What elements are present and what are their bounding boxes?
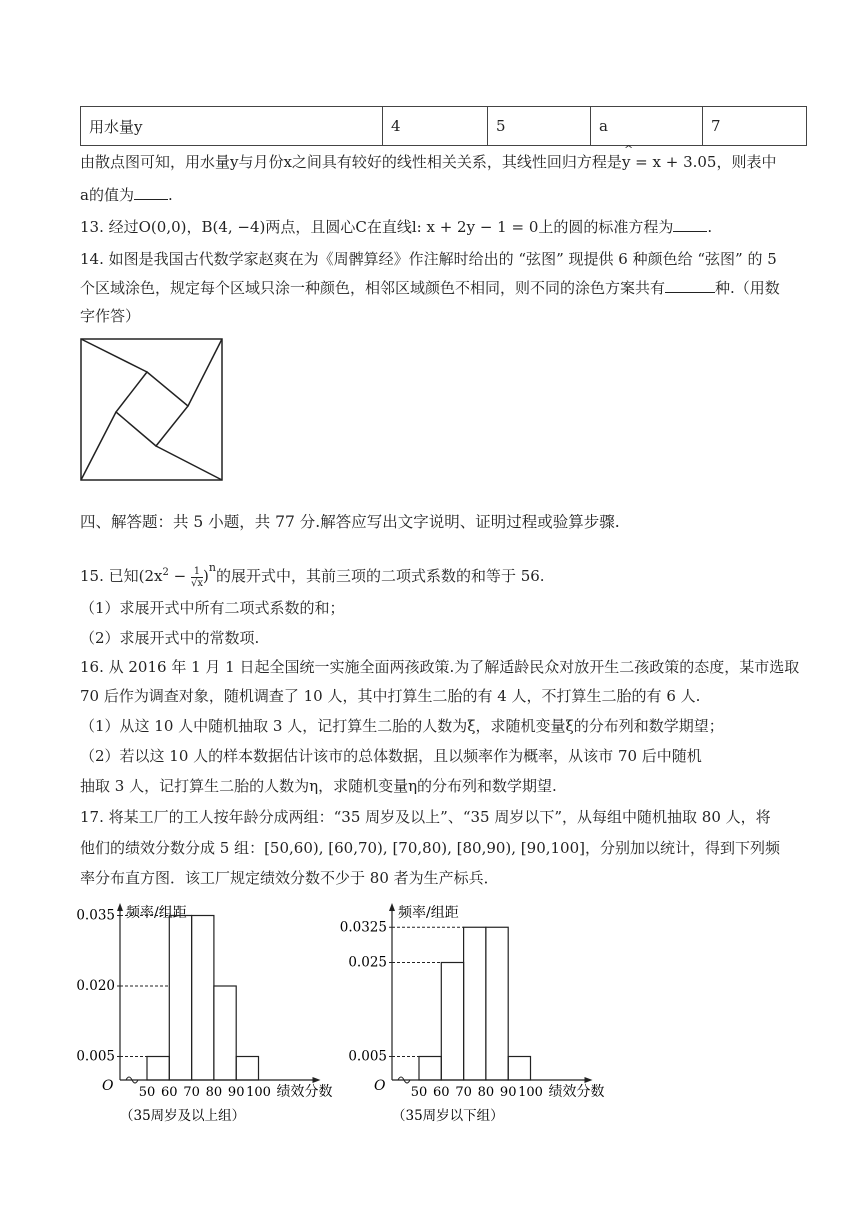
y-tick-label: 0.0325 [339,919,387,936]
y-axis-arrow [389,903,395,911]
histogram-bar [147,1057,169,1081]
paren-close: ) [202,567,209,585]
origin-label: O [102,1078,114,1094]
diagram-line [156,446,222,480]
q17-line1: 17. 将某工厂的工人按年龄分成两组：“35 周岁及以上”、“35 周岁以下”，从每组中随机抽取 80 人，将 [80,808,771,826]
q12-line1 [80,143,777,172]
chart-caption: （35周岁及以上组） [120,1108,246,1124]
exponent-2: 2 [162,567,169,578]
y-axis-arrow [117,903,123,911]
inner-square [116,372,188,446]
y-axis-label: 频率/组距 [126,905,187,921]
water-usage-table [80,106,807,146]
x-axis-arrow [585,1077,593,1083]
q15-text: 的展开式中，其前三项的二项式系数的和等于 56. [215,567,545,585]
y-tick-label: 0.035 [76,907,115,924]
table-cell: 7 [703,107,807,146]
histogram-bar [236,1057,258,1081]
x-tick-label: 50 [410,1085,428,1100]
y-tick-label: 0.020 [76,978,115,994]
table-header-cell: 用水量y [81,107,383,146]
q14-line3: 字作答） [80,307,141,325]
histogram-age-35-and-above [72,895,362,1130]
x-tick-label: 50 [138,1085,156,1100]
chart-caption: （35周岁以下组） [392,1108,504,1124]
table-cell: a [591,107,703,146]
table-cell: 4 [383,107,488,146]
q14-text: 个区域涂色，规定每个区域只涂一种颜色，相邻区域颜色不相同，则不同的涂色方案共有 [80,279,666,297]
y-tick-label: 0.005 [348,1048,387,1065]
histogram-bar [486,927,508,1080]
q15 [80,560,545,589]
x-tick-label: 80 [477,1085,495,1100]
period: . [167,186,173,204]
table-cell: 5 [488,107,591,146]
origin-label: O [374,1078,386,1094]
histogram-bar [464,927,486,1080]
binomial-expression [138,561,216,589]
y-tick-label: 0.025 [348,954,387,971]
fraction-numerator: 1 [191,566,203,578]
table-row [81,107,807,146]
q17-line2: 他们的绩效分数分成 5 组：[50,60), [60,70), [70,80), [80,90), [90,100]，分别加以统计，得到下列频 [80,839,781,857]
diagram-line [81,412,116,480]
fraction-denominator: √x [190,577,203,589]
histogram-bar [419,1057,441,1081]
q12-question: a的值为 [80,186,134,204]
q12-text: 由散点图可知，用水量y与月份x之间具有较好的线性相关关系，其线性回归方程是 [80,153,622,171]
x-tick-label: 100 [518,1085,543,1100]
x-tick-label: 60 [161,1085,178,1100]
diagram-line [81,339,147,372]
q17-line3: 率分布直方图．该工厂规定绩效分数不少于 80 者为生产标兵． [80,869,499,887]
regression-formula [621,143,717,172]
q16-part2b: 抽取 3 人，记打算生二胎的人数为η，求随机变量η的分布列和数学期望. [80,777,557,795]
q15-prefix: 15. 已知 [80,567,139,585]
histogram-bar [214,986,236,1080]
expr-base: (2x [138,567,163,585]
q15-part1: （1）求展开式中所有二项式系数的和； [80,599,345,617]
q12-line2 [80,185,173,205]
histogram-bar [169,916,191,1081]
answer-blank [665,278,715,293]
histogram-bar [508,1057,530,1081]
x-tick-label: 100 [246,1085,271,1100]
q16-line2: 70 后作为调查对象，随机调查了 10 人，其中打算生二胎的有 4 人，不打算生二胎的有 6 人. [80,687,701,705]
q12-text-post: ，则表中 [716,153,777,171]
q14-line2 [80,278,780,298]
q14-text-post: 种.（用数 [715,279,780,297]
x-tick-label: 60 [433,1085,450,1100]
outer-square [81,339,222,480]
q13-text: 13. 经过O(0,0)，B(4, −4)两点，且圆心C在直线l: x + 2y − 1 = 0上的圆的标准方程为 [80,218,674,236]
x-axis-label: 绩效分数 [276,1084,333,1100]
minus: − [168,567,191,585]
x-tick-label: 90 [227,1085,245,1100]
q14-line1: 14. 如图是我国古代数学家赵爽在为《周髀算经》作注解时给出的 “弦图” 现提供 6 种颜色给 “弦图” 的 5 [80,250,777,268]
x-tick-label: 70 [183,1085,200,1100]
section-4-heading: 四、解答题：共 5 小题，共 77 分.解答应写出文字说明、证明过程或验算步骤. [80,513,620,531]
y-tick-label: 0.005 [76,1048,115,1065]
x-axis-arrow [313,1077,321,1083]
formula-text: y = x + 3.05 [621,153,717,171]
q16-part1: （1）从这 10 人中随机抽取 3 人，记打算生二胎的人数为ξ，求随机变量ξ的分布列和数学期望； [80,717,724,735]
histogram-bar [441,963,463,1081]
q15-part2: （2）求展开式中的常数项. [80,629,260,647]
diagram-line [188,339,222,406]
xian-diagram [80,338,224,482]
y-axis-label: 频率/组距 [398,905,459,921]
q16-part2a: （2）若以这 10 人的样本数据估计该市的总体数据，且以频率作为概率，从该市 70 后中随机 [80,747,702,765]
x-axis-label: 绩效分数 [548,1084,605,1100]
exponent-n: n [208,561,216,574]
q16-line1: 16. 从 2016 年 1 月 1 日起全国统一实施全面两孩政策.为了解适龄民众对放开生二孩政策的态度，某市选取 [80,658,800,676]
histogram-age-below-35 [335,895,635,1130]
fraction [191,566,203,589]
q13 [80,217,712,237]
x-tick-label: 70 [455,1085,472,1100]
hat-symbol: ^ [623,143,634,156]
answer-blank [673,217,707,232]
histogram-bar [192,916,214,1081]
x-tick-label: 80 [205,1085,223,1100]
period: . [707,218,713,236]
answer-blank [134,185,168,200]
x-tick-label: 90 [499,1085,517,1100]
